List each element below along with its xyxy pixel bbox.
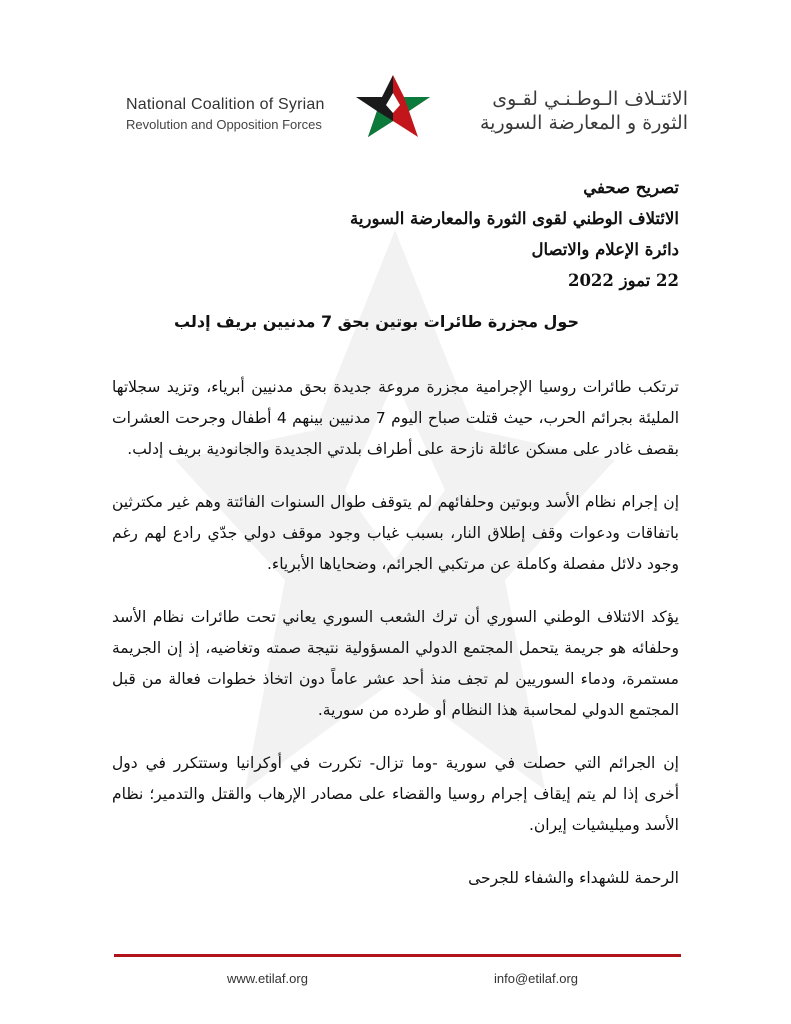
department: دائرة الإعلام والاتصال xyxy=(531,240,679,259)
org-name-english-line1: National Coalition of Syrian xyxy=(126,96,325,113)
issuing-org: الائتلاف الوطني لقوى الثورة والمعارضة السورية xyxy=(350,209,679,228)
release-meta xyxy=(350,172,679,296)
paragraph: ترتكب طائرات روسيا الإجرامية مجزرة مروعة جديدة بحق مدنيين أبرياء، وتزيد سجلاتها المليئة بجرائم الحرب، حيث قتلت صباح اليوم 7 مدنيين بينهم 4 أطفال وجرحت العشرات بقصف غادر على مسكن عائلة نازحة على أطراف بلدتي الجديدة والجانودية بريف إدلب. xyxy=(112,378,679,458)
website-link[interactable]: www.etilaf.org xyxy=(227,971,308,986)
paragraph: إن الجرائم التي حصلت في سورية -وما تزال- تكررت في أوكرانيا وستتكرر في دول أخرى إذا لم يتم إيقاف إجرام روسيا والقضاء على مصادر الإرهاب والقتل والتدمير؛ نظام الأسد وميليشيات إيران. xyxy=(112,754,679,834)
doc-type: تصريح صحفي xyxy=(583,178,679,197)
paragraph: إن إجرام نظام الأسد وبوتين وحلفائهم لم يتوقف طوال السنوات الفائتة وهم غير مكترثين باتفاقات ودعوات وقف إطلاق النار، بسبب غياب وجود موقف دولي جدّي رادع لهم رغم وجود دلائل مفصلة وكاملة عن مرتكبي الجرائم، وضحاياها الأبرياء. xyxy=(112,493,679,573)
star-logo-icon xyxy=(352,73,434,141)
org-name-arabic xyxy=(480,88,688,136)
org-name-english xyxy=(126,94,325,133)
release-date: 22 تموز 2022 xyxy=(567,271,679,290)
org-name-english-line2: Revolution and Opposition Forces xyxy=(126,116,322,132)
footer-divider xyxy=(114,954,681,957)
org-name-arabic-line1: الائتـلاف الـوطـنـي لقـوى xyxy=(492,88,688,110)
release-title: حول مجزرة طائرات بوتين بحق 7 مدنيين بريف إدلب xyxy=(173,312,579,331)
org-name-arabic-line2: الثورة و المعارضة السورية xyxy=(479,111,688,134)
paragraph: يؤكد الائتلاف الوطني السوري أن ترك الشعب السوري يعاني تحت طائرات نظام الأسد وحلفائه هو جريمة يتحمل المجتمع الدولي المسؤولية نتيجة صمته وتغاضيه، إذ إن الجريمة مستمرة، ودماء السوريين لم تجف منذ أحد عشر عاماً دون اتخاذ خطوات فعالة من قبل المجتمع الدولي لمحاسبة هذا النظام أو طرده من سورية. xyxy=(112,608,679,719)
release-body xyxy=(112,372,679,916)
closing-line: الرحمة للشهداء والشفاء للجرحى xyxy=(468,869,679,887)
email-link[interactable]: info@etilaf.org xyxy=(494,971,579,986)
